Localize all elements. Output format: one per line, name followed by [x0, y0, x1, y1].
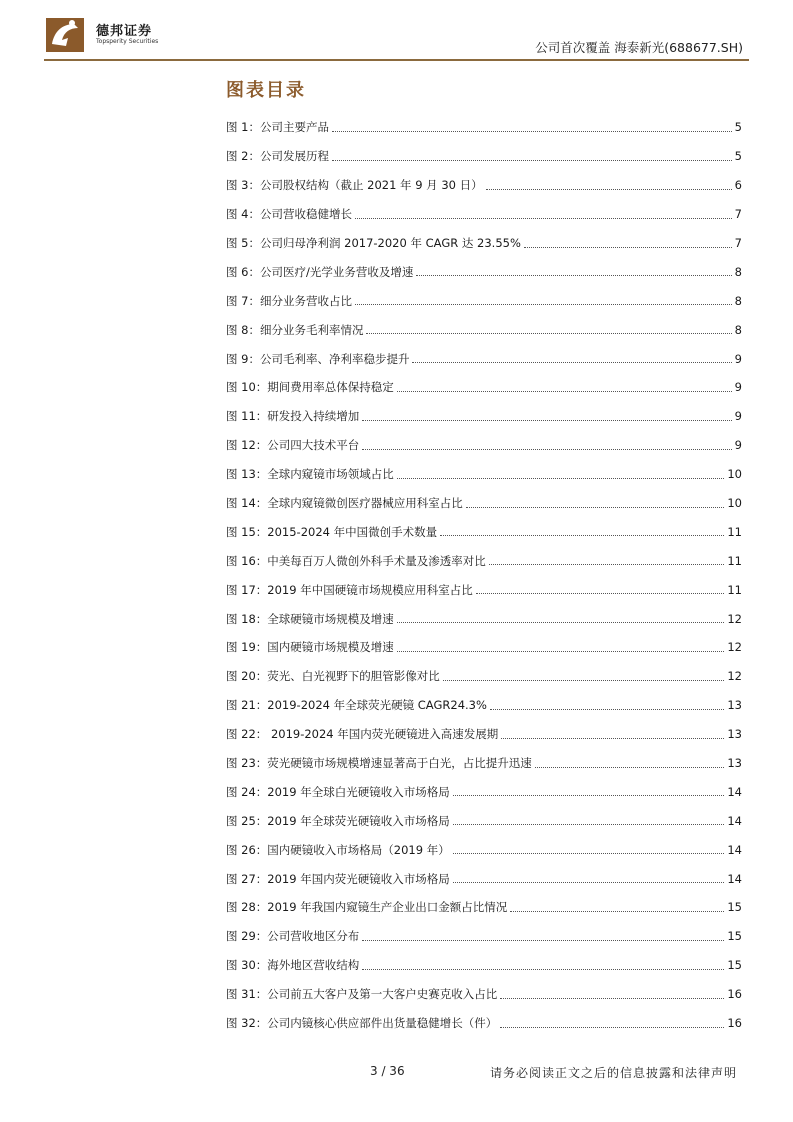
toc-dot-leader [332, 160, 732, 161]
toc-entry-page: 13 [727, 727, 742, 742]
toc-dot-leader [397, 478, 725, 479]
toc-dot-leader [486, 189, 732, 190]
toc-entry-label: 图 26：国内硬镜收入市场格局（2019 年） [226, 842, 450, 857]
toc-dot-leader [416, 275, 731, 276]
toc-entry[interactable] [226, 431, 742, 460]
toc-entry-page: 14 [727, 813, 742, 828]
toc-dot-leader [397, 622, 725, 623]
toc-entry-label: 图 7：细分业务营收占比 [226, 293, 352, 308]
logo-english-name: Topsperity Securities [96, 38, 159, 45]
toc-dot-leader [440, 535, 724, 536]
toc-dot-leader [510, 911, 724, 912]
toc-entry-page: 13 [727, 698, 742, 713]
logo-chinese-name: 德邦证券 [96, 24, 153, 39]
toc-entry-page: 15 [727, 958, 742, 973]
toc-dot-leader [412, 362, 731, 363]
toc-entry-page: 12 [727, 640, 742, 655]
toc-entry-label: 图 8：细分业务毛利率情况 [226, 322, 364, 337]
toc-entry[interactable] [226, 951, 742, 980]
toc-entry-label: 图 2：公司发展历程 [226, 149, 329, 164]
toc-dot-leader [489, 564, 725, 565]
toc-entry-label: 图 9：公司毛利率、净利率稳步提升 [226, 351, 410, 366]
toc-dot-leader [453, 824, 725, 825]
toc-dot-leader [362, 969, 724, 970]
toc-entry-page: 9 [734, 409, 742, 424]
toc-entry[interactable] [226, 864, 742, 893]
toc-entry-page: 9 [734, 380, 742, 395]
logo-mark-icon [44, 14, 86, 54]
toc-entry[interactable] [226, 777, 742, 806]
toc-entry-page: 9 [734, 438, 742, 453]
toc-entry-page: 11 [727, 582, 742, 597]
toc-entry[interactable] [226, 373, 742, 402]
toc-entry-label: 图 13：全球内窥镜市场领域占比 [226, 467, 394, 482]
toc-list [226, 113, 742, 1038]
toc-entry-label: 图 29：公司营收地区分布 [226, 929, 360, 944]
toc-entry-label: 图 1：公司主要产品 [226, 120, 329, 135]
toc-entry-page: 10 [727, 496, 742, 511]
toc-entry-page: 14 [727, 842, 742, 857]
toc-dot-leader [500, 998, 724, 999]
toc-entry-page: 5 [734, 120, 742, 135]
toc-entry-label: 图 23：荧光硬镜市场规模增速显著高于白光，占比提升迅速 [226, 756, 532, 771]
toc-entry[interactable] [226, 344, 742, 373]
toc-entry-page: 15 [727, 900, 742, 915]
toc-dot-leader [362, 420, 731, 421]
toc-dot-leader [524, 247, 732, 248]
toc-entry[interactable] [226, 286, 742, 315]
toc-dot-leader [476, 593, 725, 594]
toc-entry[interactable] [226, 749, 742, 778]
toc-entry-page: 13 [727, 756, 742, 771]
toc-dot-leader [466, 507, 725, 508]
toc-entry[interactable] [226, 517, 742, 546]
toc-entry-page: 12 [727, 669, 742, 684]
toc-entry-label: 图 16：中美每百万人微创外科手术量及渗透率对比 [226, 553, 486, 568]
toc-entry-page: 11 [727, 524, 742, 539]
toc-dot-leader [500, 1027, 724, 1028]
toc-dot-leader [535, 767, 725, 768]
toc-entry[interactable] [226, 171, 742, 200]
toc-dot-leader [443, 680, 725, 681]
toc-entry-page: 12 [727, 611, 742, 626]
toc-entry-page: 8 [734, 264, 742, 279]
toc-entry-label: 图 15：2015-2024 年中国微创手术数量 [226, 524, 438, 539]
toc-entry-label: 图 22： 2019-2024 年国内荧光硬镜进入高速发展期 [226, 727, 499, 742]
legal-disclaimer: 请务必阅读正文之后的信息披露和法律声明 [489, 1066, 737, 1080]
toc-entry-label: 图 6：公司医疗/光学业务营收及增速 [226, 264, 414, 279]
toc-dot-leader [501, 738, 724, 739]
toc-entry-page: 14 [727, 871, 742, 886]
toc-entry-label: 图 19：国内硬镜市场规模及增速 [226, 640, 394, 655]
toc-entry-label: 图 12：公司四大技术平台 [226, 438, 360, 453]
toc-entry-page: 15 [727, 929, 742, 944]
toc-entry-label: 图 28：2019 年我国内窥镜生产企业出口金额占比情况 [226, 900, 508, 915]
toc-entry-page: 16 [727, 987, 742, 1002]
toc-entry[interactable] [226, 633, 742, 662]
toc-entry-page: 7 [734, 236, 742, 250]
toc-entry-label: 图 5：公司归母净利润 2017-2020 年 CAGR 达 23.55% [226, 236, 521, 250]
toc-dot-leader [453, 882, 725, 883]
toc-dot-leader [355, 304, 732, 305]
toc-dot-leader [332, 131, 732, 132]
toc-entry[interactable] [226, 922, 742, 951]
toc-entry-label: 图 20：荧光、白光视野下的胆管影像对比 [226, 669, 440, 684]
header-divider [44, 59, 749, 61]
toc-entry[interactable] [226, 893, 742, 922]
toc-dot-leader [362, 449, 731, 450]
toc-entry-label: 图 18：全球硬镜市场规模及增速 [226, 611, 394, 626]
toc-entry[interactable] [226, 315, 742, 344]
toc-dot-leader [397, 651, 725, 652]
toc-entry[interactable] [226, 546, 742, 575]
toc-entry-label: 图 3：公司股权结构（截止 2021 年 9 月 30 日） [226, 178, 483, 193]
toc-entry-label: 图 24：2019 年全球白光硬镜收入市场格局 [226, 784, 450, 799]
toc-entry-page: 7 [734, 207, 742, 222]
toc-dot-leader [397, 391, 732, 392]
toc-entry-label: 图 17：2019 年中国硬镜市场规模应用科室占比 [226, 582, 473, 597]
toc-entry-page: 11 [727, 553, 742, 568]
toc-title: 图表目录 [226, 80, 306, 101]
report-header-title: 公司首次覆盖 海泰新光(688677.SH) [535, 40, 743, 55]
toc-entry[interactable] [226, 720, 742, 749]
toc-entry-page: 6 [734, 178, 742, 193]
toc-entry[interactable] [226, 662, 742, 691]
toc-entry-label: 图 21：2019-2024 年全球荧光硬镜 CAGR24.3% [226, 698, 487, 713]
toc-entry-page: 5 [734, 149, 742, 164]
toc-dot-leader [362, 940, 724, 941]
toc-entry-label: 图 32：公司内镜核心供应部件出货量稳健增长（件） [226, 1016, 498, 1031]
toc-entry-label: 图 11：研发投入持续增加 [226, 409, 360, 424]
toc-entry[interactable] [226, 575, 742, 604]
toc-entry[interactable] [226, 200, 742, 229]
toc-entry-page: 8 [734, 293, 742, 308]
toc-entry[interactable] [226, 691, 742, 720]
toc-dot-leader [490, 709, 724, 710]
toc-entry[interactable] [226, 980, 742, 1009]
toc-entry-page: 16 [727, 1016, 742, 1031]
toc-entry[interactable] [226, 604, 742, 633]
company-logo [44, 14, 164, 54]
toc-entry[interactable] [226, 113, 742, 142]
toc-entry-page: 14 [727, 784, 742, 799]
toc-entry[interactable] [226, 142, 742, 171]
toc-entry[interactable] [226, 835, 742, 864]
toc-entry-label: 图 30：海外地区营收结构 [226, 958, 360, 973]
toc-entry-label: 图 25：2019 年全球荧光硬镜收入市场格局 [226, 813, 450, 828]
toc-dot-leader [453, 853, 725, 854]
toc-entry-label: 图 31：公司前五大客户及第一大客户史赛克收入占比 [226, 987, 498, 1002]
toc-entry-label: 图 14：全球内窥镜微创医疗器械应用科室占比 [226, 496, 463, 511]
toc-entry[interactable] [226, 489, 742, 518]
toc-entry[interactable] [226, 1009, 742, 1038]
toc-entry[interactable] [226, 806, 742, 835]
toc-dot-leader [366, 333, 731, 334]
toc-entry-page: 8 [734, 322, 742, 337]
toc-entry[interactable] [226, 460, 742, 489]
page-number: 3 / 36 [370, 1064, 405, 1078]
toc-dot-leader [453, 795, 725, 796]
toc-entry[interactable] [226, 402, 742, 431]
toc-entry[interactable] [226, 257, 742, 286]
toc-entry-page: 9 [734, 351, 742, 366]
toc-entry-label: 图 4：公司营收稳健增长 [226, 207, 352, 222]
toc-entry-label: 图 10：期间费用率总体保持稳定 [226, 380, 394, 395]
toc-entry-page: 10 [727, 467, 742, 482]
toc-entry[interactable] [226, 229, 742, 258]
toc-dot-leader [355, 218, 732, 219]
toc-entry-label: 图 27：2019 年国内荧光硬镜收入市场格局 [226, 871, 450, 886]
